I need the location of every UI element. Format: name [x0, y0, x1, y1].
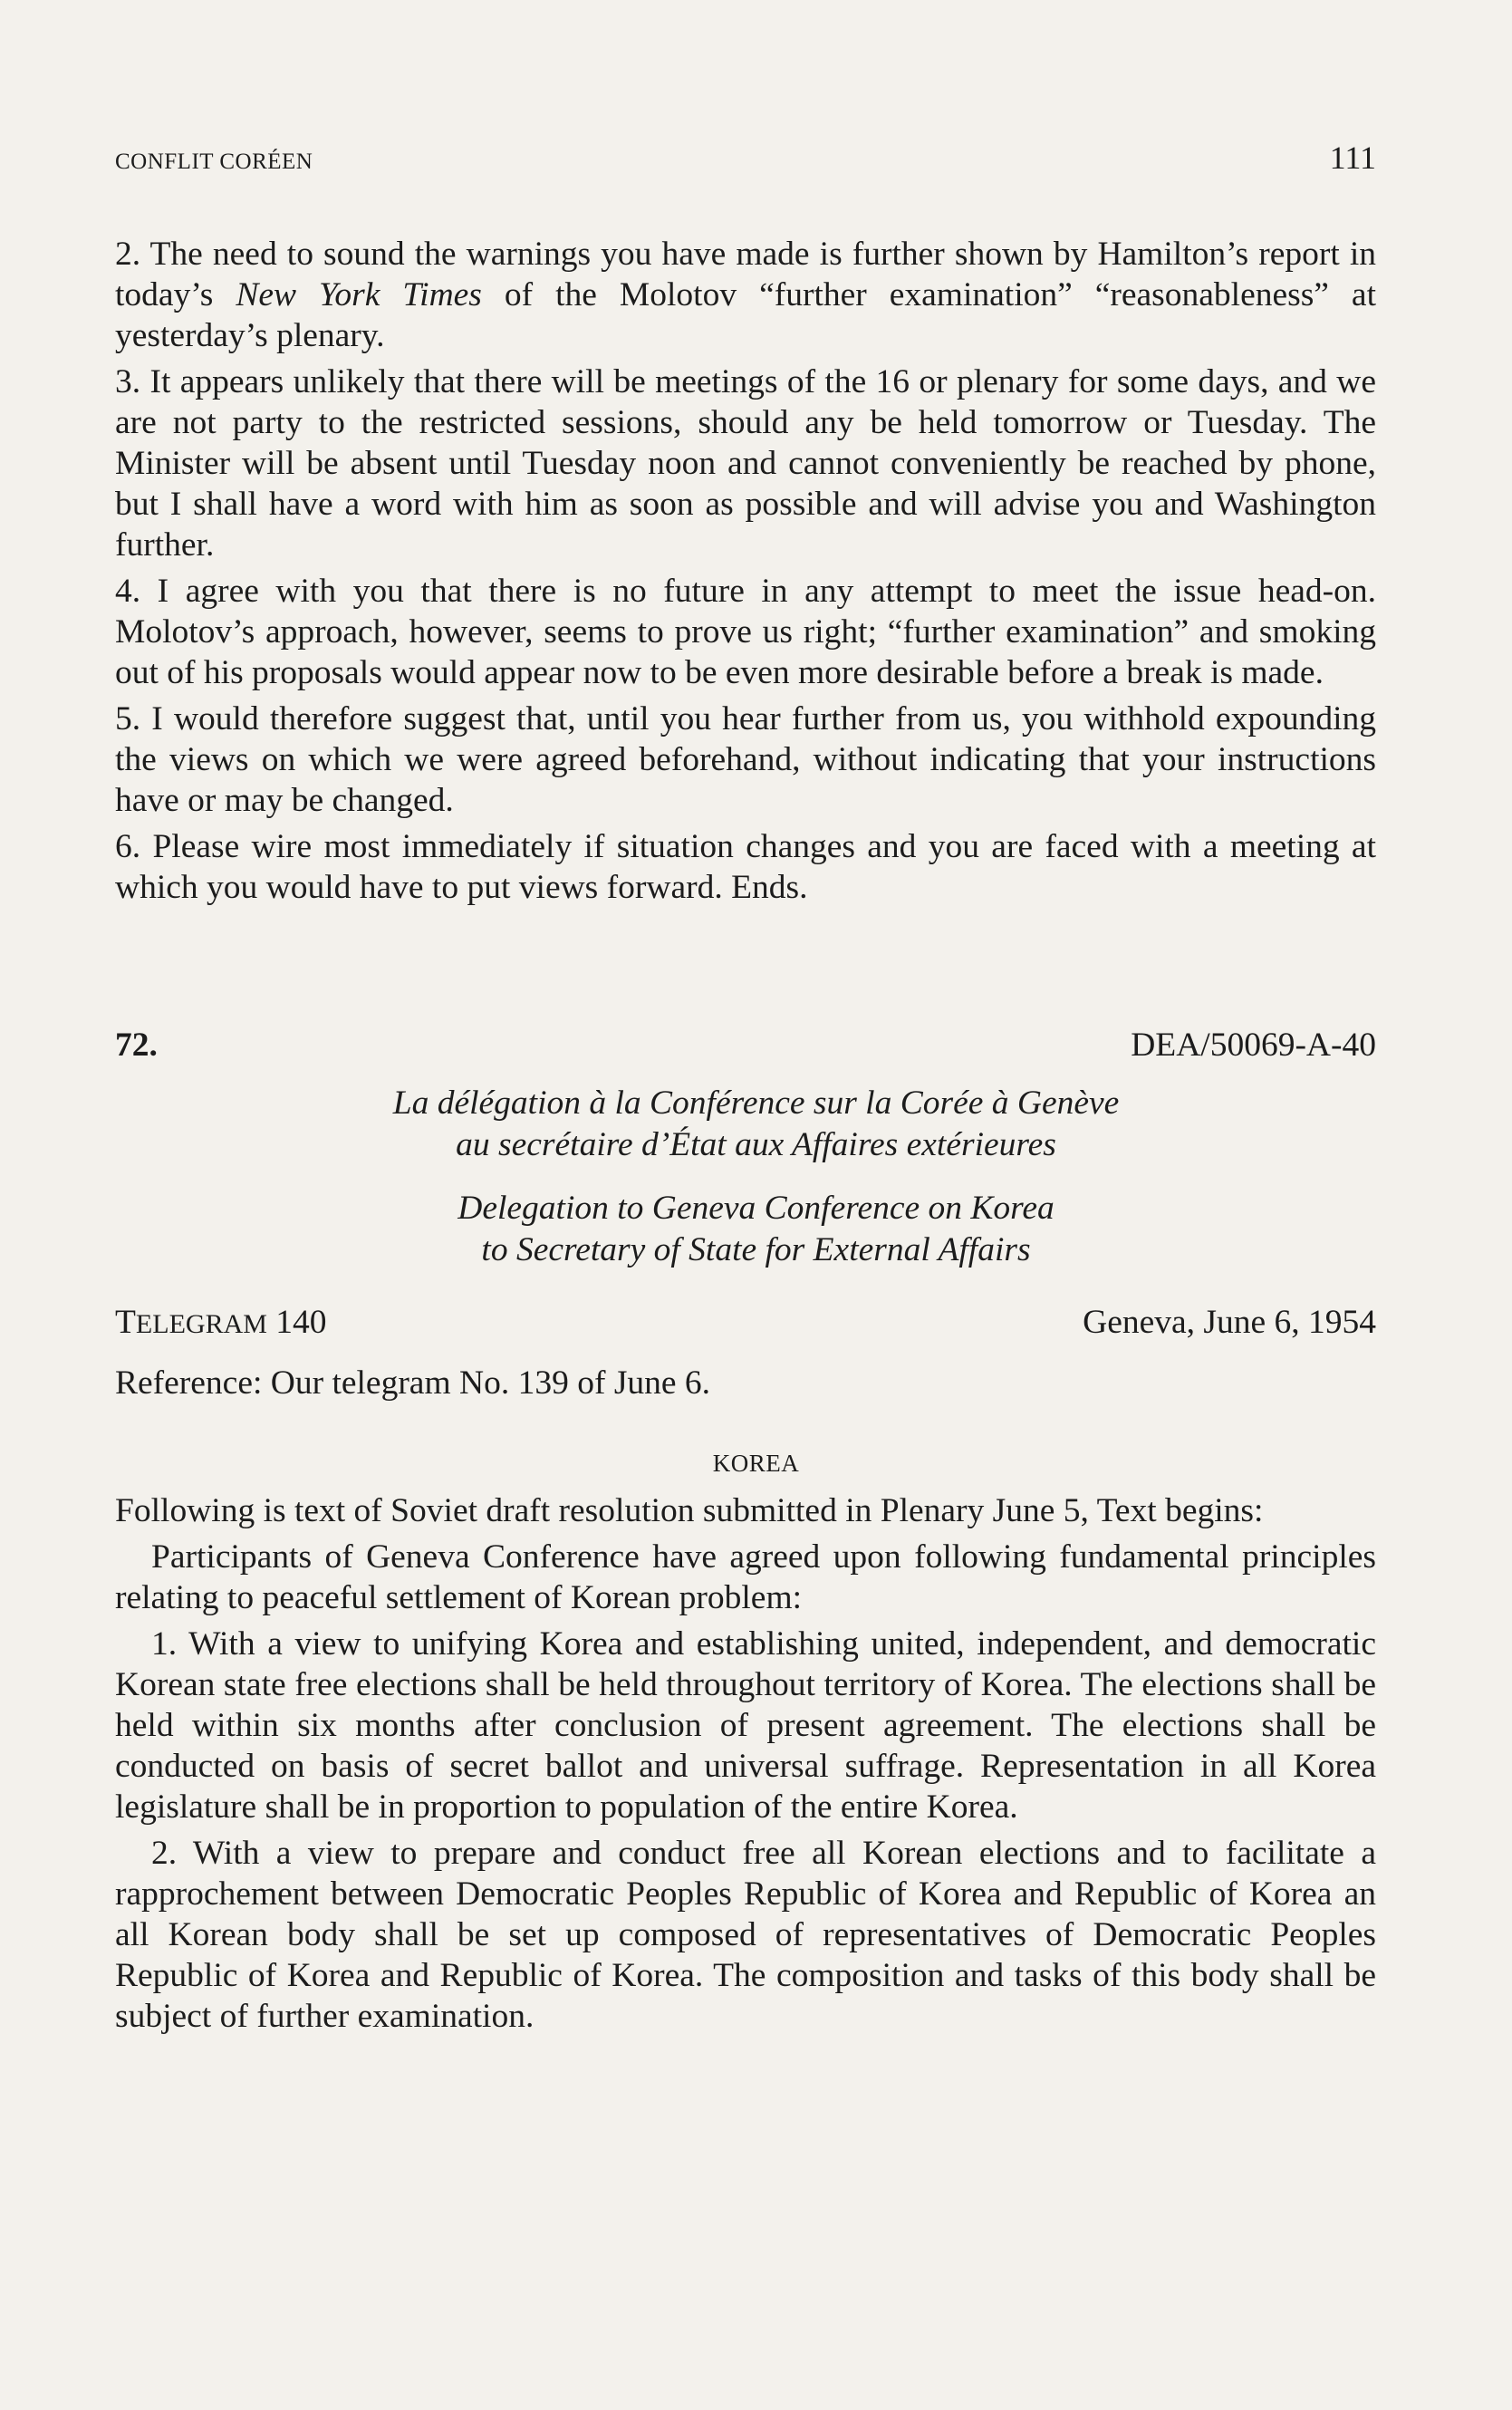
draft-resolution-body	[115, 1490, 1376, 2042]
reference-line: Reference: Our telegram No. 139 of June 6.	[115, 1364, 711, 1402]
intro-paragraph: Following is text of Soviet draft resolution submitted in Plenary June 5, Text begins:	[115, 1492, 1264, 1529]
document-reference-code: DEA/50069-A-40	[1131, 1027, 1376, 1064]
previous-document-body	[115, 234, 1376, 913]
running-head: CONFLIT CORÉEN	[115, 149, 313, 174]
telegram-label: TELEGRAM 140	[115, 1304, 327, 1341]
heading-french-line-1: La délégation à la Conférence sur la Corée à Genève	[392, 1084, 1120, 1122]
resolution-point-1: 1. With a view to unifying Korea and establishing united, independent, and democratic Korean state free elections shall be held throughout territory of Korea. The elections shall be held within six months after conclusion of present agreement. The elections shall be conducted on basis of secret ballot and universal suffrage. Representation in all Korea legislature shall be in proportion to population of the entire Korea.	[115, 1625, 1376, 1826]
newspaper-title: New York Times	[236, 276, 482, 313]
heading-english-line-2: to Secretary of State for External Affairs	[481, 1231, 1031, 1268]
paragraph-4: 4. I agree with you that there is no future in any attempt to meet the issue head-on. Molotov’s approach, however, seems to prove us right; “further examination” and smoking out of his proposals would appear now to be even more desirable before a break is made.	[115, 573, 1376, 691]
resolution-point-2: 2. With a view to prepare and conduct free all Korean elections and to facilitate a rapprochement between Democratic Peoples Republic of Korea and Republic of Korea an all Korean body shall be set up composed of representatives of Democratic Peoples Republic of Korea and Republic of Korea. The composition and tasks of this body shall be subject of further examination.	[115, 1835, 1376, 2035]
document-number: 72.	[115, 1027, 158, 1064]
preamble-paragraph: Participants of Geneva Conference have agreed upon following fundamental principles relating to peaceful settlement of Korean problem:	[115, 1538, 1376, 1616]
paragraph-2: 2. The need to sound the warnings you have made is further shown by Hamilton’s report in today’s New York Times of the Molotov “further examination” “reasonableness” at yesterday’s plenary.	[115, 236, 1376, 354]
heading-french-line-2: au secrétaire d’État aux Affaires extérieures	[456, 1126, 1056, 1163]
paragraph-5: 5. I would therefore suggest that, until you hear further from us, you withhold expounding the views on which we were agreed beforehand, without indicating that your instructions have or may be changed.	[115, 700, 1376, 819]
telegram-number: 140	[275, 1304, 327, 1341]
heading-french	[0, 1083, 1512, 1166]
page-number: 111	[1329, 140, 1376, 176]
heading-english	[0, 1188, 1512, 1271]
paragraph-6: 6. Please wire most immediately if situation changes and you are faced with a meeting at which you would have to put views forward. Ends.	[115, 828, 1376, 906]
heading-english-line-1: Delegation to Geneva Conference on Korea	[457, 1190, 1055, 1227]
paragraph-3: 3. It appears unlikely that there will be meetings of the 16 or plenary for some days, and we are not party to the restricted sessions, should any be held tomorrow or Tuesday. The Minister will be absent until Tuesday noon and cannot conveniently be reached by phone, but I shall have a word with him as soon as possible and will advise you and Washington further.	[115, 363, 1376, 564]
section-title: KOREA	[712, 1450, 800, 1477]
place-date: Geneva, June 6, 1954	[1083, 1304, 1376, 1341]
